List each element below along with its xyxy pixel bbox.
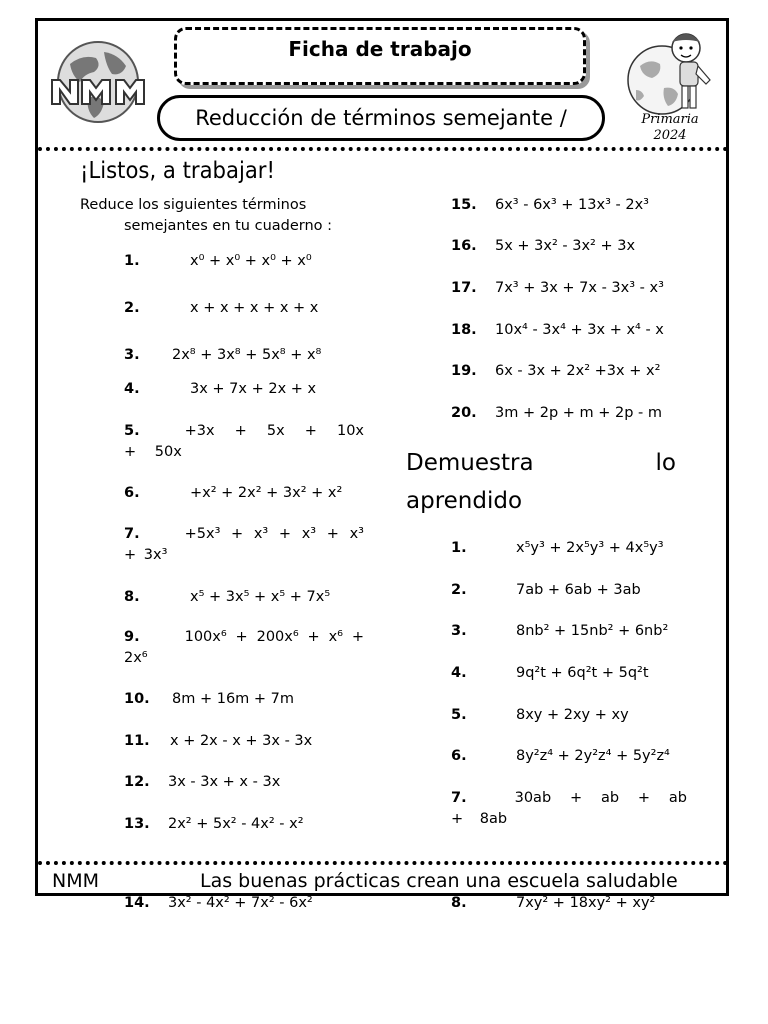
exercise-9 [124, 627, 364, 669]
grade-label [630, 112, 710, 144]
grade-text: Primaria [641, 112, 699, 127]
exercise-expression: 3x + 7x + 2x + x [190, 381, 317, 397]
exercise-number: 11. [124, 733, 150, 749]
exercise-number: 18. [451, 322, 477, 338]
dotted-divider-top [38, 147, 728, 151]
exercise-expression: 3m + 2p + m + 2p - m [495, 405, 663, 421]
exercise-number: 19. [451, 363, 477, 379]
exercise-expression: 100x⁶ + 200x⁶ + x⁶ + 2x⁶ [124, 629, 364, 666]
section-heading-listos: ¡Listos, a trabajar! [80, 158, 275, 184]
nmm-globe-logo [48, 40, 152, 128]
exercise-number: 7. [124, 526, 140, 542]
exercise-expression: +3x + 5x + 10x + 50x [124, 423, 364, 460]
dotted-divider-bottom [38, 861, 728, 865]
exercise-expression: 7ab + 6ab + 3ab [516, 582, 641, 598]
exercise-number: 6. [451, 748, 467, 764]
exercise-expression: +x² + 2x² + 3x² + x² [190, 485, 343, 501]
exercise-number: 14. [124, 895, 150, 911]
heading-word-demuestra: Demuestra [406, 450, 534, 476]
exercise-number: 2. [451, 582, 467, 598]
exercise-number: 3. [124, 347, 140, 363]
exercise-number: 1. [451, 540, 467, 556]
exercise-number: 17. [451, 280, 477, 296]
exercise-7 [124, 524, 364, 566]
exercise-expression: 30ab + ab + ab + 8ab [451, 790, 687, 827]
exercise-expression: 3x² - 4x² + 7x² - 6x² [168, 895, 313, 911]
exercise-expression: 6x - 3x + 2x² +3x + x² [495, 363, 661, 379]
title-box [174, 27, 586, 85]
exercise-expression: 2x⁸ + 3x⁸ + 5x⁸ + x⁸ [172, 347, 322, 363]
exercise-number: 15. [451, 197, 477, 213]
subtitle: Reducción de términos semejante / [157, 95, 605, 141]
exercise-expression: +5x³ + x³ + x³ + x³ + 3x³ [124, 526, 364, 563]
exercise-expression: 8m + 16m + 7m [172, 691, 295, 707]
exercise-number: 6. [124, 485, 140, 501]
exercise-expression: 3x - 3x + x - 3x [168, 774, 281, 790]
exercise-number: 5. [124, 423, 140, 439]
child-globe-illustration [624, 26, 720, 118]
exercise-number: 9. [124, 629, 140, 645]
exercise-expression: 7x³ + 3x + 7x - 3x³ - x³ [495, 280, 664, 296]
footer-left: NMM [52, 870, 99, 892]
exercise-expression: 9q²t + 6q²t + 5q²t [516, 665, 649, 681]
year-text: 2024 [653, 128, 687, 143]
exercise-number: 1. [124, 253, 140, 269]
page-title: Ficha de trabajo [288, 37, 472, 61]
exercise-expression: x⁰ + x⁰ + x⁰ + x⁰ [190, 253, 312, 269]
instructions [80, 195, 380, 237]
exercise-expression: 5x + 3x² - 3x² + 3x [495, 238, 636, 254]
exercise-number: 10. [124, 691, 150, 707]
instruction-line-1: Reduce los siguientes términos [80, 197, 307, 213]
exercise-5 [124, 421, 364, 463]
exercise-number: 8. [451, 895, 467, 911]
footer-motto: Las buenas prácticas crean una escuela saludable [200, 870, 678, 892]
exercise-number: 3. [451, 623, 467, 639]
exercise-expression: x⁵y³ + 2x⁵y³ + 4x⁵y³ [516, 540, 664, 556]
exercise-expression: x + 2x - x + 3x - 3x [170, 733, 313, 749]
exercise-expression: x + x + x + x + x [190, 300, 319, 316]
exercise-number: 2. [124, 300, 140, 316]
exercise-number: 5. [451, 707, 467, 723]
exercise-expression: 6x³ - 6x³ + 13x³ - 2x³ [495, 197, 649, 213]
exercise-number: 4. [451, 665, 467, 681]
learned-exercise-7 [451, 788, 687, 830]
exercise-expression: 10x⁴ - 3x⁴ + 3x + x⁴ - x [495, 322, 664, 338]
heading-word-aprendido: aprendido [406, 488, 523, 514]
section-heading-demuestra [406, 444, 676, 520]
exercise-number: 7. [451, 790, 467, 806]
exercise-expression: 8y²z⁴ + 2y²z⁴ + 5y²z⁴ [516, 748, 670, 764]
exercise-expression: 8nb² + 15nb² + 6nb² [516, 623, 669, 639]
exercise-number: 4. [124, 381, 140, 397]
exercise-expression: 2x² + 5x² - 4x² - x² [168, 816, 304, 832]
exercise-number: 16. [451, 238, 477, 254]
exercise-number: 20. [451, 405, 477, 421]
instruction-line-2: semejantes en tu cuaderno : [124, 218, 333, 234]
exercise-number: 13. [124, 816, 150, 832]
exercise-expression: 8xy + 2xy + xy [516, 707, 629, 723]
heading-word-lo: lo [655, 450, 676, 476]
exercise-expression: x⁵ + 3x⁵ + x⁵ + 7x⁵ [190, 589, 331, 605]
exercise-number: 12. [124, 774, 150, 790]
exercise-number: 8. [124, 589, 140, 605]
exercise-expression: 7xy² + 18xy² + xy² [516, 895, 656, 911]
